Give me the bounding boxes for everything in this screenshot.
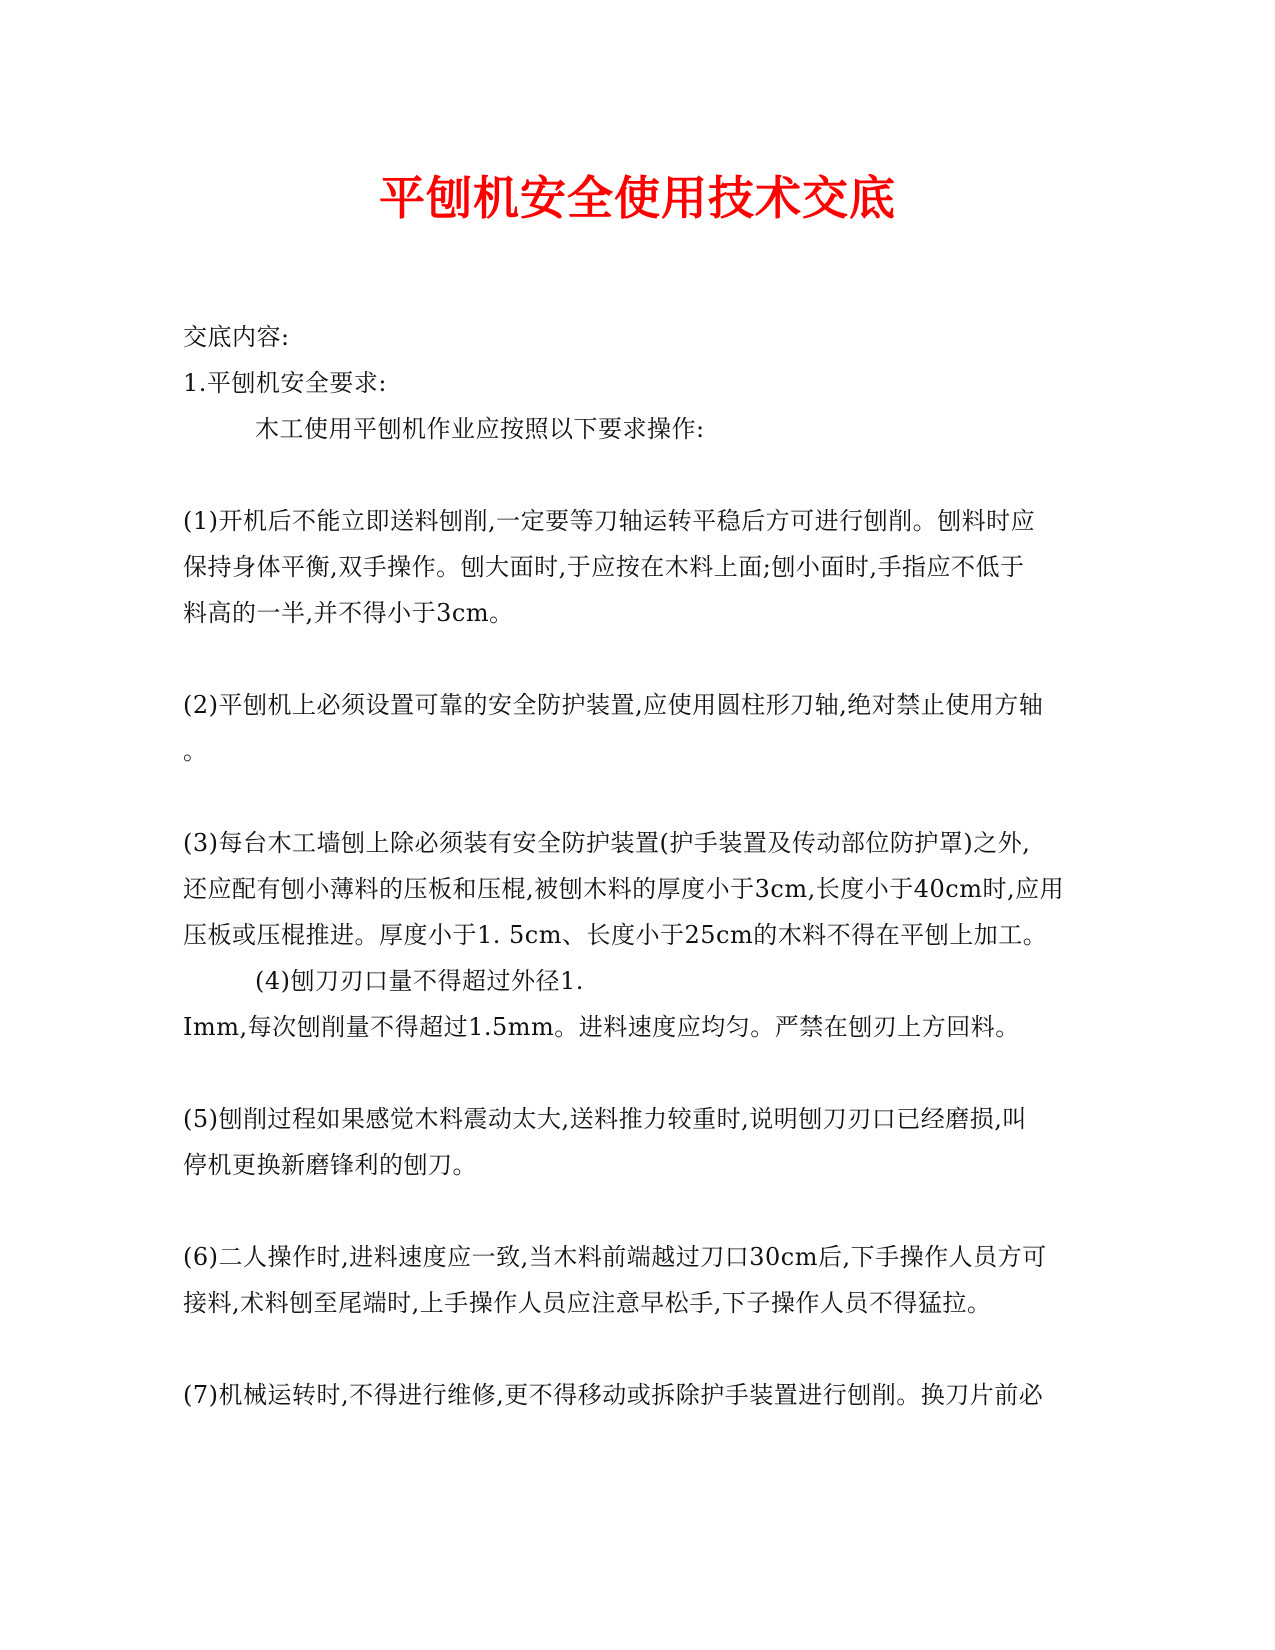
paragraph-1-line-2: 保持身体平衡,双手操作。刨大面时,于应按在木料上面;刨小面时,手指应不低于: [183, 553, 1025, 581]
paragraph-4-line-2: Imm,每次刨削量不得超过1.5mm。进料速度应均匀。严禁在刨刃上方回料。: [183, 1013, 1020, 1041]
paragraph-5-line-1: (5)刨削过程如果感觉木料震动太大,送料推力较重时,说明刨刀刃口已经磨损,叫: [183, 1105, 1027, 1133]
paragraph-2-line-1: (2)平刨机上必须设置可靠的安全防护装置,应使用圆柱形刀轴,绝对禁止使用方轴: [183, 691, 1044, 719]
paragraph-7-line-1: (7)机械运转时,不得进行维修,更不得移动或拆除护手装置进行刨削。换刀片前必: [183, 1381, 1044, 1409]
paragraph-1-line-1: (1)开机后不能立即送料刨削,一定要等刀轴运转平稳后方可进行刨削。刨料时应: [183, 507, 1036, 535]
content-heading: 交底内容:: [183, 323, 290, 351]
paragraph-6-line-2: 接料,术料刨至尾端时,上手操作人员应注意早松手,下子操作人员不得猛拉。: [183, 1289, 992, 1317]
document-title: 平刨机安全使用技术交底: [379, 171, 896, 225]
paragraph-4-line-1: (4)刨刀刃口量不得超过外径1.: [255, 967, 584, 995]
paragraph-5-line-2: 停机更换新磨锋利的刨刀。: [183, 1151, 477, 1179]
paragraph-6-line-1: (6)二人操作时,进料速度应一致,当木料前端越过刀口30cm后,下手操作人员方可: [183, 1243, 1047, 1271]
paragraph-1-line-3: 料高的一半,并不得小于3cm。: [183, 599, 514, 627]
paragraph-3-line-1: (3)每台木工墙刨上除必须装有安全防护装置(护手装置及传动部位防护罩)之外,: [183, 829, 1031, 857]
intro-text: 木工使用平刨机作业应按照以下要求操作:: [255, 415, 705, 443]
paragraph-2-line-2: 。: [183, 737, 208, 765]
section-heading: 1.平刨机安全要求:: [183, 369, 387, 397]
paragraph-3-line-3: 压板或压棍推进。厚度小于1. 5cm、长度小于25cm的木料不得在平刨上加工。: [183, 921, 1048, 949]
paragraph-3-line-2: 还应配有刨小薄料的压板和压棍,被刨木料的厚度小于3cm,长度小于40cm时,应用: [183, 875, 1065, 903]
